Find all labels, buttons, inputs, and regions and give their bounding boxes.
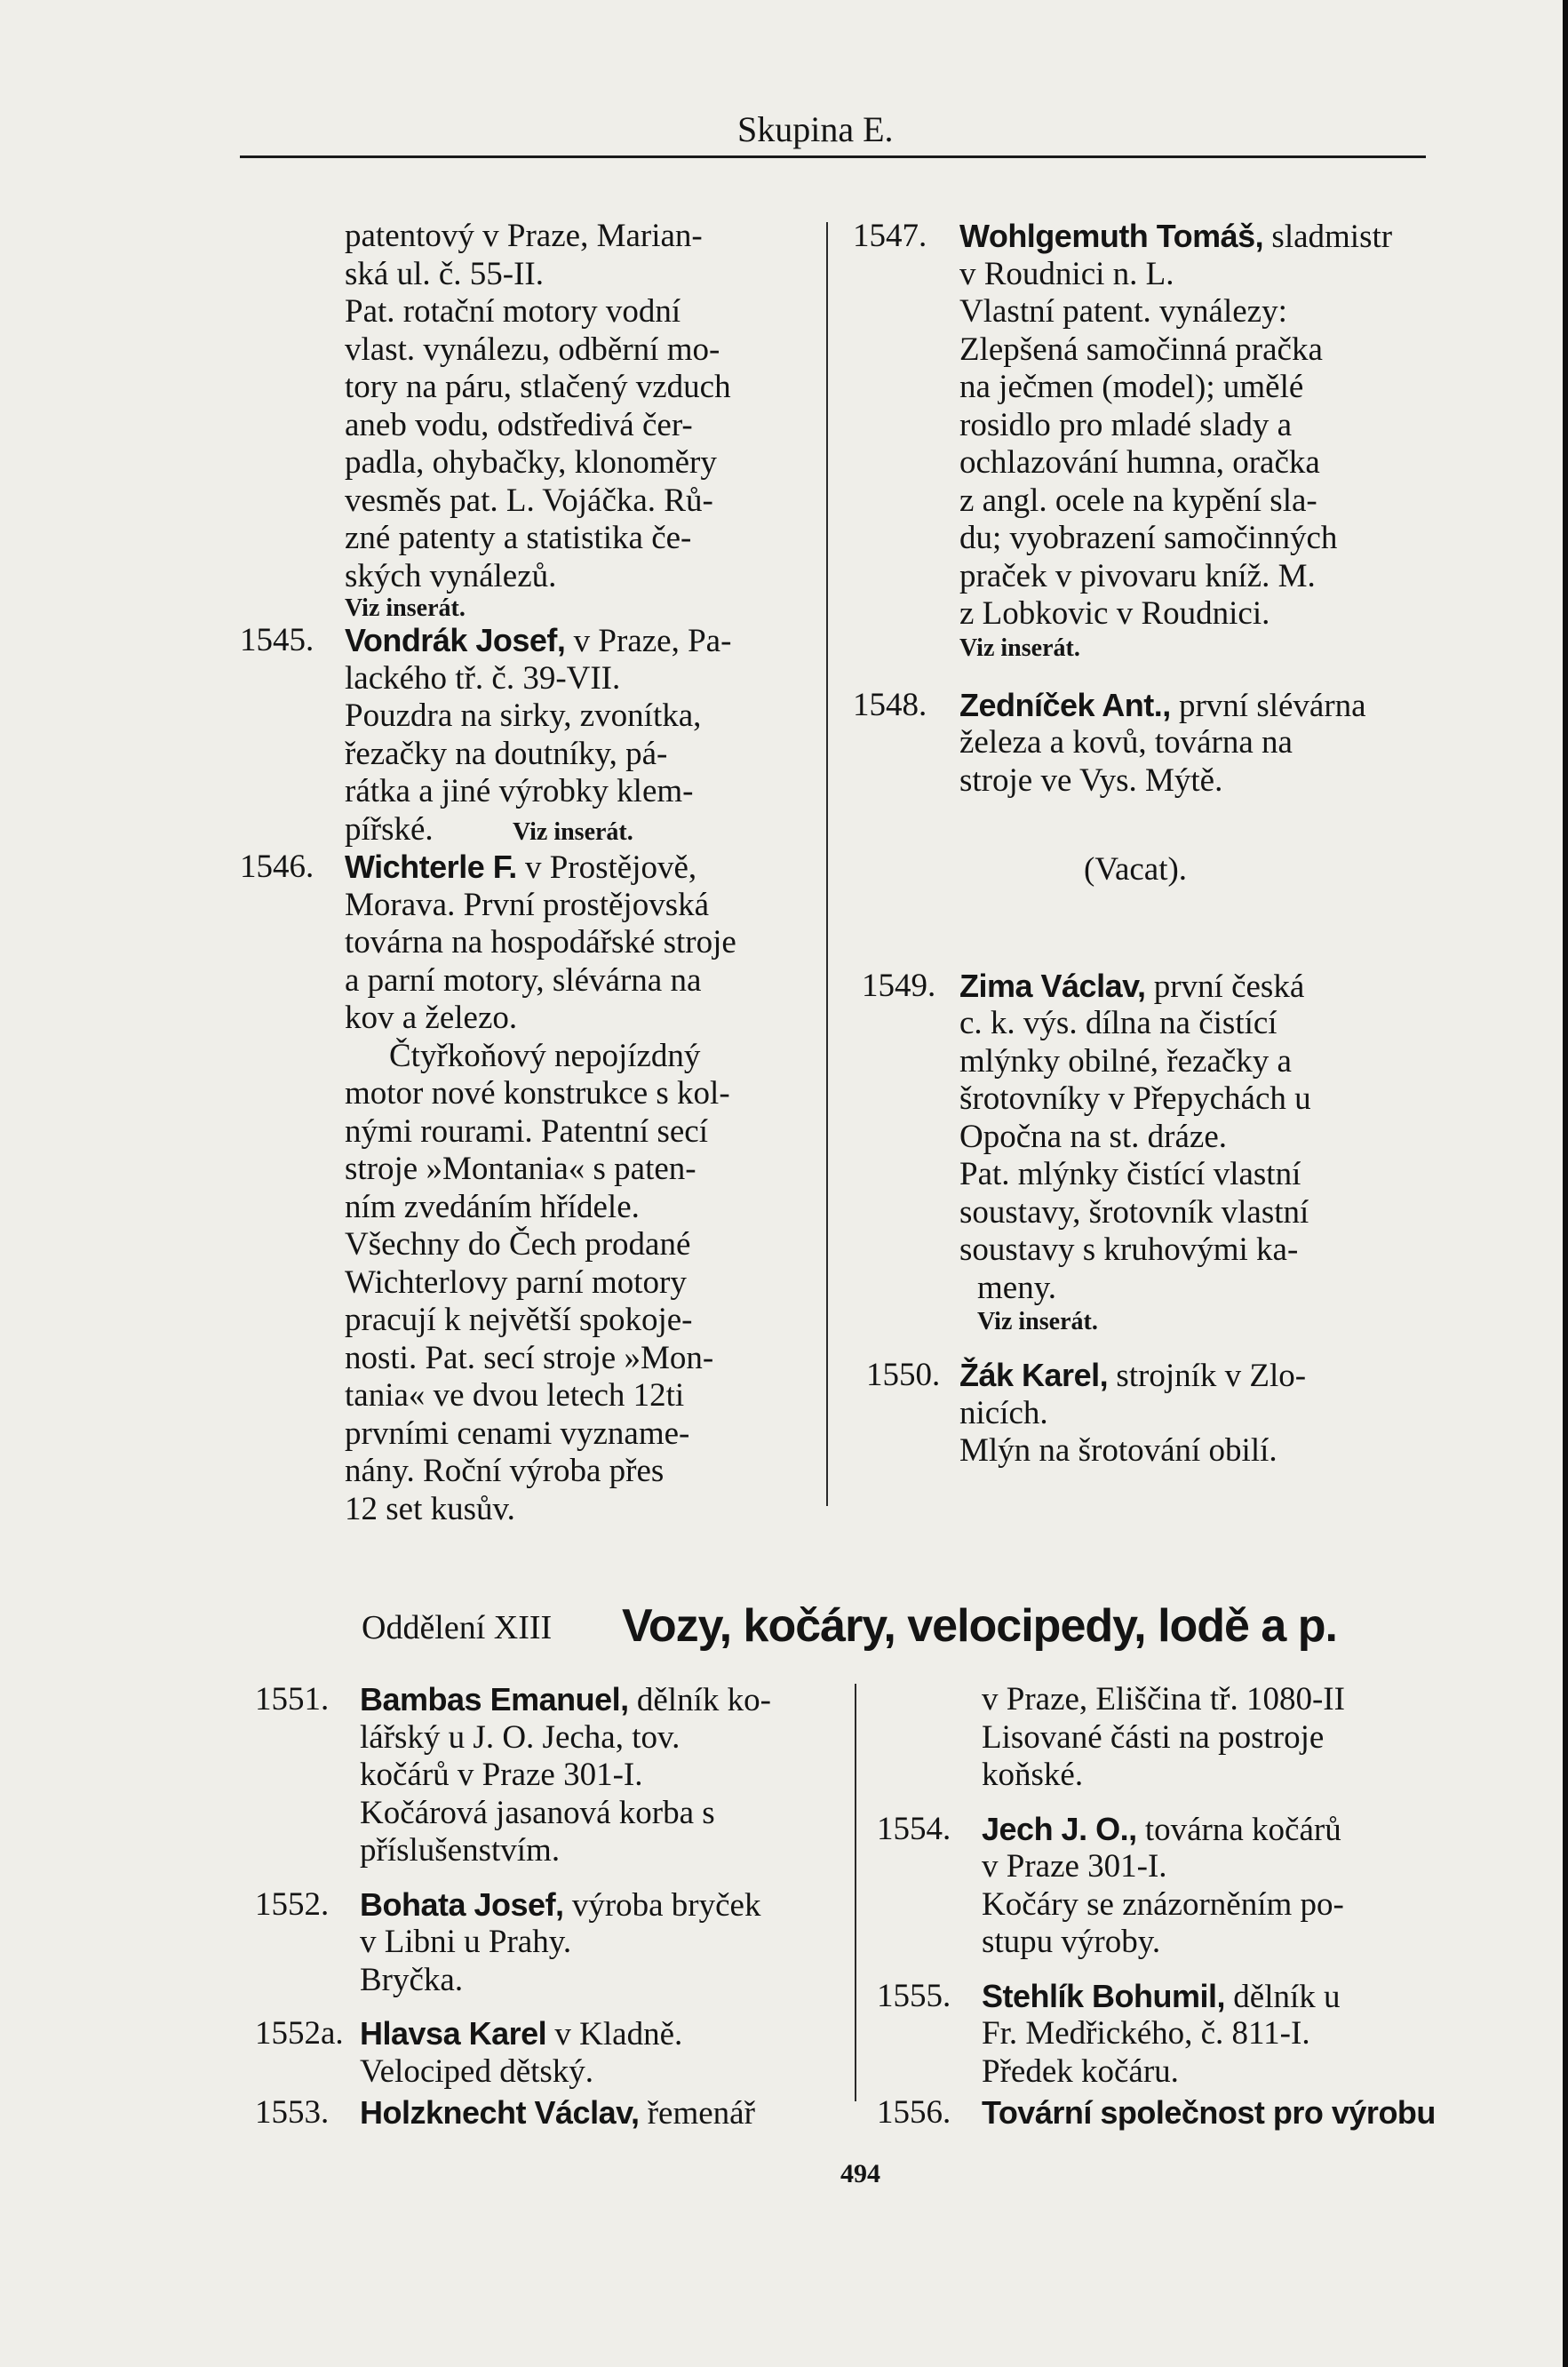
text-line: vesměs pat. L. Vojáčka. Rů- (345, 482, 713, 519)
entry-text: v Praze, Pa- (565, 623, 732, 659)
text-line: Pouzdra na sirky, zvonítka, (345, 697, 702, 734)
text-line: železa a kovů, továrna na (959, 724, 1293, 761)
text-line: Pat. mlýnky čistící vlastní (959, 1156, 1301, 1192)
text-line: Mlýn na šrotování obilí. (959, 1432, 1277, 1469)
entry-number: 1552. (255, 1885, 330, 1923)
entry-name: Tovární společnost pro výrobu (982, 2094, 1436, 2131)
text-line: řezačky na doutníky, pá- (345, 735, 668, 772)
text-line: ských vynálezů. (345, 557, 557, 594)
upper-column-divider (826, 222, 828, 1506)
text-line: z angl. ocele na kypění sla- (959, 482, 1317, 519)
text-line: Čtyřkoňový nepojízdný (389, 1037, 701, 1074)
viz-inserat: Viz inserát. (345, 594, 466, 622)
entry-number: 1546. (240, 849, 314, 885)
section-title: Vozy, kočáry, velocipedy, lodě a p. (622, 1600, 1337, 1652)
entry-name: Holzknecht Václav, (360, 2094, 640, 2131)
entry-1551 (255, 1681, 831, 1870)
text-line: prvními cenami vyzname- (345, 1415, 690, 1452)
entry-1556 (877, 2094, 1453, 2132)
text-line: kočárů v Praze 301-I. (360, 1757, 643, 1793)
entry-number: 1550. (866, 1357, 941, 1393)
entry-number: 1545. (240, 622, 314, 658)
text-line: šrotovníky v Přepychách u (959, 1080, 1311, 1117)
text-line: Lisované části na postroje (982, 1718, 1325, 1756)
text-line: v Libni u Prahy. (360, 1924, 572, 1960)
entry-name: Bohata Josef, (360, 1885, 564, 1923)
entry-1547 (853, 218, 1439, 664)
text-line: továrna na hospodářské stroje (345, 924, 736, 960)
entry-number: 1555. (877, 1977, 951, 2014)
left-column (240, 218, 807, 1528)
text-line: na ječmen (model); umělé (959, 369, 1304, 405)
entry-text: v Prostějově, (516, 849, 697, 886)
text-line: pířské. (345, 810, 434, 848)
entry-number: 1551. (255, 1681, 330, 1717)
text-line: koňské. (982, 1757, 1084, 1793)
text-line: Bryčka. (360, 1961, 464, 1998)
entry-name: Zima Václav, (959, 967, 1146, 1004)
viz-inserat: Viz inserát. (959, 634, 1080, 662)
text-line: Pat. rotační motory vodní (345, 293, 681, 330)
text-line: rosidlo pro mladé slady a (959, 406, 1293, 443)
text-line: stroje »Montania« s paten- (345, 1151, 696, 1187)
entry-1550 (866, 1357, 1439, 1470)
text-line: stroje ve Vys. Mýtě. (959, 761, 1223, 799)
viz-inserat: Viz inserát. (977, 1308, 1098, 1335)
entry-name: Zedníček Ant., (959, 686, 1171, 723)
text-line: stupu výroby. (982, 1924, 1161, 1960)
entry-1555 (877, 1977, 1453, 2092)
entry-number: 1556. (877, 2094, 951, 2131)
text-line: soustavy, šrotovník vlastní (959, 1193, 1309, 1231)
text-line: motor nové konstrukce s kol- (345, 1075, 730, 1112)
entry-text: řemenář (639, 2095, 755, 2132)
entry-number: 1553. (255, 2094, 330, 2131)
text-line: a parní motory, slévárna na (345, 961, 702, 999)
text-line: ním zvedáním hřídele. (345, 1188, 640, 1225)
text-line: tania« ve dvou letech 12ti (345, 1377, 685, 1414)
right-column (853, 218, 1439, 1470)
text-line: Všechny do Čech prodané (345, 1226, 691, 1263)
entry-name: Bambas Emanuel, (360, 1681, 629, 1717)
page-number: 494 (840, 2159, 880, 2188)
text-line: patentový v Praze, Marian- (345, 218, 703, 254)
entry-1548 (853, 686, 1439, 801)
text-line: Kočáry se znázorněním po- (982, 1885, 1344, 1923)
text-line: vlast. vynálezu, odběrní mo- (345, 331, 720, 368)
entry-text: dělník u (1225, 1978, 1341, 2015)
lower-left-column (255, 1681, 831, 2132)
text-line: Kočárová jasanová korba s (360, 1794, 715, 1831)
text-line: lackého tř. č. 39-VII. (345, 659, 621, 697)
text-line: Zlepšená samočinná pračka (959, 331, 1323, 368)
entry-name: Žák Karel, (959, 1357, 1109, 1393)
entry-number: 1554. (877, 1810, 951, 1847)
text-line: nicích. (959, 1394, 1048, 1431)
entry-name: Wohlgemuth Tomáš, (959, 218, 1264, 254)
text-line: Předek kočáru. (982, 2052, 1179, 2090)
text-line: meny. (977, 1269, 1057, 1306)
entry-1546 (240, 849, 807, 1528)
text-line: kov a železo. (345, 1000, 518, 1036)
entry-number: 1549. (862, 967, 936, 1004)
text-line: praček v pivovaru kníž. M. (959, 557, 1316, 594)
text-line: v Roudnici n. L. (959, 255, 1174, 292)
entry-name: Jech J. O., (982, 1810, 1137, 1847)
entry-1553 (255, 2094, 831, 2132)
text-line: nými rourami. Patentní secí (345, 1112, 708, 1150)
page-header-title: Skupina E. (737, 109, 894, 149)
text-line: Fr. Medřického, č. 811-I. (982, 2015, 1310, 2052)
text-line: zné patenty a statistika če- (345, 520, 692, 556)
header-rule (240, 155, 1426, 158)
text-line: c. k. výs. dílna na čistící (959, 1005, 1277, 1041)
text-line: rátka a jiné výrobky klem- (345, 773, 694, 809)
text-line: v Praze 301-I. (982, 1848, 1167, 1885)
lower-right-column (877, 1681, 1453, 2132)
text-line: padla, ohybačky, klonoměry (345, 444, 717, 481)
text-line: ochlazování humna, oračka (959, 444, 1320, 481)
text-line: 12 set kusův. (345, 1490, 515, 1527)
text-line: příslušenstvím. (360, 1832, 561, 1869)
text-line: Wichterlovy parní motory (345, 1263, 687, 1301)
lower-column-divider (855, 1684, 856, 2101)
entry-1545 (240, 622, 807, 849)
entry-number: 1547. (853, 218, 927, 254)
text-line: Opočna na st. dráze. (959, 1118, 1228, 1155)
text-line: pracují k největší spokoje- (345, 1302, 693, 1338)
entry-text: první slévárna (1170, 687, 1366, 724)
text-line: z Lobkovic v Roudnici. (959, 595, 1270, 632)
text-line: ská ul. č. 55-II. (345, 255, 544, 292)
entry-name: Vondrák Josef, (345, 622, 566, 658)
text-line: Vlastní patent. vynálezy: (959, 293, 1287, 330)
entry-name: Wichterle F. (345, 849, 517, 885)
text-line: nány. Roční výroba přes (345, 1453, 665, 1489)
entry-text: dělník ko- (628, 1682, 771, 1718)
entry-text: v Kladně. (546, 2016, 683, 2052)
entry-number: 1552a. (255, 2015, 344, 2052)
entry-text: první česká (1145, 968, 1305, 1005)
text-line: lářský u J. O. Jecha, tov. (360, 1718, 681, 1756)
continued-entry (345, 218, 807, 622)
text-line: tory na páru, stlačený vzduch (345, 369, 731, 405)
viz-inserat: Viz inserát. (512, 817, 633, 846)
entry-1552 (255, 1885, 831, 2000)
vacat-note: (Vacat). (1084, 851, 1188, 888)
text-line: v Praze, Eliščina tř. 1080-II (982, 1681, 1345, 1717)
entry-1552a (255, 2015, 831, 2091)
entry-1554 (877, 1810, 1453, 1962)
entry-name: Stehlík Bohumil, (982, 1977, 1226, 2014)
text-line: du; vyobrazení samočinných (959, 520, 1338, 556)
text-line: Velociped dětský. (360, 2052, 594, 2090)
continued-entry (982, 1681, 1453, 1795)
text-line: Morava. První prostějovská (345, 886, 710, 923)
entry-number: 1548. (853, 686, 927, 723)
entry-text: strojník v Zlo- (1108, 1358, 1307, 1394)
section-label: Oddělení XIII (362, 1609, 553, 1646)
entry-text: továrna kočárů (1136, 1811, 1341, 1848)
entry-text: výroba bryček (563, 1886, 761, 1924)
entry-name: Hlavsa Karel (360, 2015, 547, 2052)
text-line: soustavy s kruhovými ka- (959, 1231, 1299, 1268)
entry-text: sladmistr (1263, 219, 1393, 255)
entry-1549 (862, 967, 1439, 1338)
text-line: aneb vodu, odstředivá čer- (345, 406, 693, 443)
text-line: mlýnky obilné, řezačky a (959, 1042, 1292, 1080)
text-line: nosti. Pat. secí stroje »Mon- (345, 1339, 714, 1376)
